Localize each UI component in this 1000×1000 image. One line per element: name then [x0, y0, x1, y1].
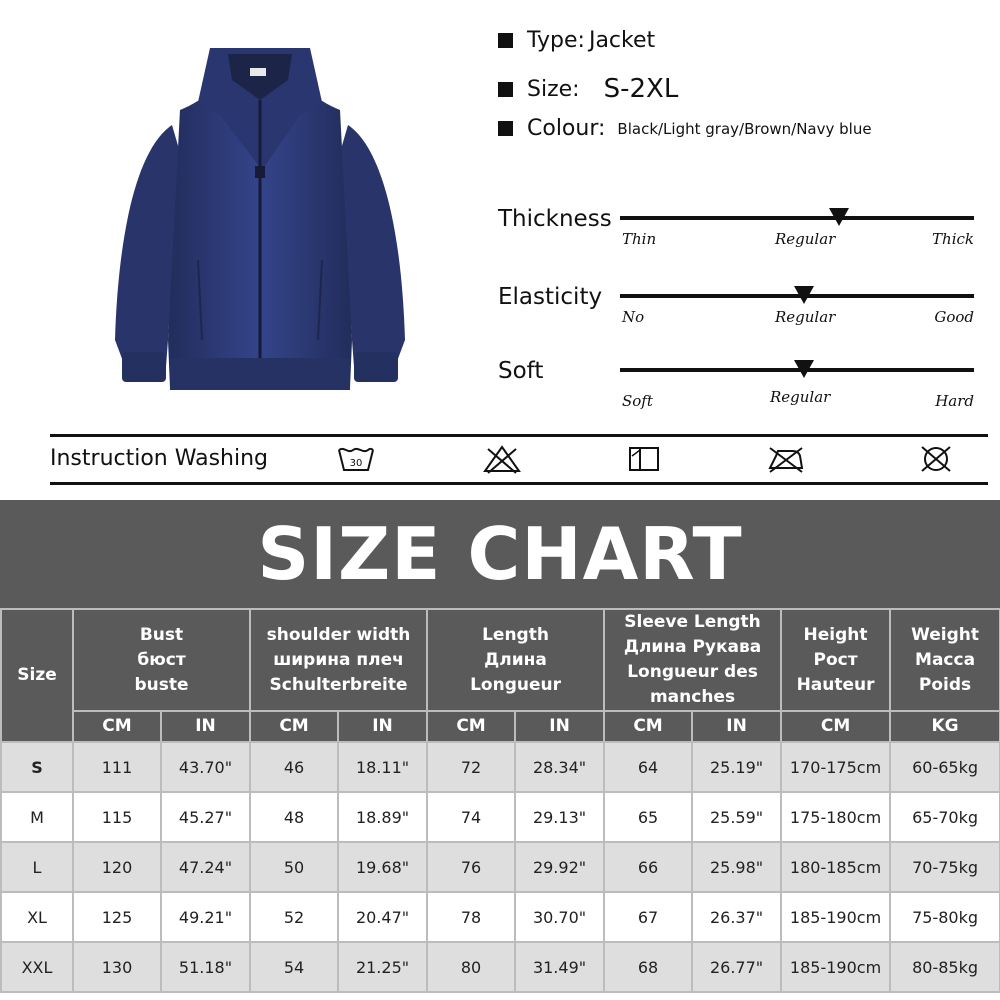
scale-title: Elasticity: [498, 284, 603, 310]
size-chart-title: SIZE CHART: [257, 512, 743, 596]
jacket-image: [110, 40, 410, 400]
size-cell: XL: [1, 892, 73, 942]
scale-marker-icon: [794, 360, 814, 378]
scale-label-mid: Regular: [770, 388, 831, 406]
bullet-square-icon: [498, 82, 513, 97]
size-cell: XXL: [1, 942, 73, 992]
column-group-header: [427, 609, 604, 711]
table-cell: 180-185cm: [781, 842, 890, 892]
table-cell: 115: [73, 792, 161, 842]
wash-temp-text: 30: [349, 458, 363, 469]
size-chart-table: [0, 608, 1000, 993]
wash-bottom-rule: [50, 482, 988, 485]
column-group-label: ширина плеч: [273, 649, 404, 670]
unit-header: CM: [604, 711, 692, 742]
table-row: [1, 942, 1000, 992]
table-cell: 65: [604, 792, 692, 842]
scale-label-left: Soft: [622, 392, 653, 410]
type-value: Jacket: [588, 28, 656, 53]
scale-label-right: Good: [934, 308, 974, 326]
table-cell: 29.13": [515, 792, 604, 842]
table-cell: 25.59": [692, 792, 781, 842]
scale-label-left: Thin: [622, 230, 657, 248]
table-cell: 26.37": [692, 892, 781, 942]
unit-header: CM: [250, 711, 338, 742]
table-cell: 80-85kg: [890, 942, 1000, 992]
table-cell: 111: [73, 742, 161, 792]
table-cell: 51.18": [161, 942, 250, 992]
column-group-label: Длина Рукава: [623, 637, 762, 657]
washing-title: Instruction Washing: [50, 446, 268, 471]
unit-header: IN: [692, 711, 781, 742]
table-cell: 31.49": [515, 942, 604, 992]
table-cell: 70-75kg: [890, 842, 1000, 892]
scale-title: Thickness: [498, 206, 612, 232]
column-group-label: Weight: [911, 624, 979, 645]
table-cell: 29.92": [515, 842, 604, 892]
size-cell: M: [1, 792, 73, 842]
column-group-label: Poids: [918, 674, 972, 695]
table-cell: 25.19": [692, 742, 781, 792]
column-group-label: Длина: [484, 649, 547, 670]
table-cell: 49.21": [161, 892, 250, 942]
table-cell: 46: [250, 742, 338, 792]
column-group-label: buste: [134, 674, 189, 695]
column-group-label: Longueur des: [627, 662, 758, 682]
scale-label-left: No: [622, 308, 645, 326]
table-row: [1, 842, 1000, 892]
scale-marker-icon: [829, 208, 849, 226]
spec-colour: [498, 116, 872, 141]
column-group-label: Sleeve Length: [624, 612, 761, 632]
table-cell: 18.89": [338, 792, 427, 842]
table-cell: 66: [604, 842, 692, 892]
table-cell: 76: [427, 842, 515, 892]
table-cell: 74: [427, 792, 515, 842]
scale-line: [620, 216, 974, 220]
spec-size: [498, 74, 678, 104]
table-cell: 21.25": [338, 942, 427, 992]
unit-header: IN: [338, 711, 427, 742]
wash-top-rule: [50, 434, 988, 437]
table-cell: 185-190cm: [781, 892, 890, 942]
table-cell: 125: [73, 892, 161, 942]
column-group-label: Length: [482, 624, 549, 645]
column-group-label: Longueur: [470, 674, 561, 695]
bullet-square-icon: [498, 121, 513, 136]
table-row: [1, 892, 1000, 942]
table-cell: 65-70kg: [890, 792, 1000, 842]
type-label: Type:: [527, 28, 585, 53]
table-cell: 175-180cm: [781, 792, 890, 842]
bullet-square-icon: [498, 33, 513, 48]
size-cell: S: [1, 742, 73, 792]
table-cell: 185-190cm: [781, 942, 890, 992]
column-group-label: shoulder width: [266, 624, 411, 645]
table-cell: 80: [427, 942, 515, 992]
table-cell: 30.70": [515, 892, 604, 942]
table-cell: 75-80kg: [890, 892, 1000, 942]
table-cell: 19.68": [338, 842, 427, 892]
column-group-label: Рост: [813, 649, 858, 670]
column-group-header: [604, 609, 781, 711]
tumble-dry-icon: [624, 444, 664, 474]
table-cell: 170-175cm: [781, 742, 890, 792]
unit-header: CM: [427, 711, 515, 742]
table-cell: 47.24": [161, 842, 250, 892]
table-cell: 20.47": [338, 892, 427, 942]
no-bleach-icon: [482, 444, 522, 474]
table-row: [1, 742, 1000, 792]
scale-label-right: Hard: [935, 392, 974, 410]
column-group-header: [73, 609, 250, 711]
scale-title: Soft: [498, 358, 544, 384]
table-cell: 64: [604, 742, 692, 792]
table-cell: 45.27": [161, 792, 250, 842]
table-cell: 43.70": [161, 742, 250, 792]
scale-label-right: Thick: [932, 230, 974, 248]
table-cell: 52: [250, 892, 338, 942]
column-group-label: Масса: [915, 649, 976, 670]
spec-type: [498, 28, 655, 53]
column-group-header: [250, 609, 427, 711]
column-group-label: Bust: [139, 624, 184, 645]
scale-marker-icon: [794, 286, 814, 304]
column-group-label: Schulterbreite: [269, 674, 408, 695]
table-cell: 28.34": [515, 742, 604, 792]
table-cell: 72: [427, 742, 515, 792]
table-cell: 50: [250, 842, 338, 892]
table-cell: 26.77": [692, 942, 781, 992]
unit-header: KG: [890, 711, 1000, 742]
unit-header: IN: [515, 711, 604, 742]
no-dry-clean-icon: [916, 444, 956, 474]
size-label: Size:: [527, 76, 580, 102]
table-cell: 67: [604, 892, 692, 942]
size-header: Size: [1, 609, 73, 742]
unit-header: CM: [781, 711, 890, 742]
column-group-header: [781, 609, 890, 711]
colour-value: Black/Light gray/Brown/Navy blue: [617, 119, 872, 138]
column-group-header: [890, 609, 1000, 711]
table-cell: 18.11": [338, 742, 427, 792]
size-cell: L: [1, 842, 73, 892]
scale-label-mid: Regular: [775, 308, 836, 326]
table-units-row: [1, 711, 1000, 742]
table-cell: 54: [250, 942, 338, 992]
table-cell: 48: [250, 792, 338, 842]
table-cell: 130: [73, 942, 161, 992]
unit-header: CM: [73, 711, 161, 742]
column-group-label: бюст: [137, 649, 186, 670]
size-value: S-2XL: [603, 74, 679, 104]
table-cell: 25.98": [692, 842, 781, 892]
column-group-label: Hauteur: [796, 674, 875, 695]
column-group-label: Height: [803, 624, 868, 645]
column-group-label: manches: [649, 687, 736, 707]
unit-header: IN: [161, 711, 250, 742]
table-row: [1, 792, 1000, 842]
table-cell: 78: [427, 892, 515, 942]
colour-label: Colour:: [527, 116, 606, 141]
table-cell: 68: [604, 942, 692, 992]
table-cell: 60-65kg: [890, 742, 1000, 792]
no-iron-icon: [766, 444, 806, 474]
wash-30-icon: [336, 444, 376, 474]
table-cell: 120: [73, 842, 161, 892]
scale-label-mid: Regular: [775, 230, 836, 248]
table-header-row: [1, 609, 1000, 711]
